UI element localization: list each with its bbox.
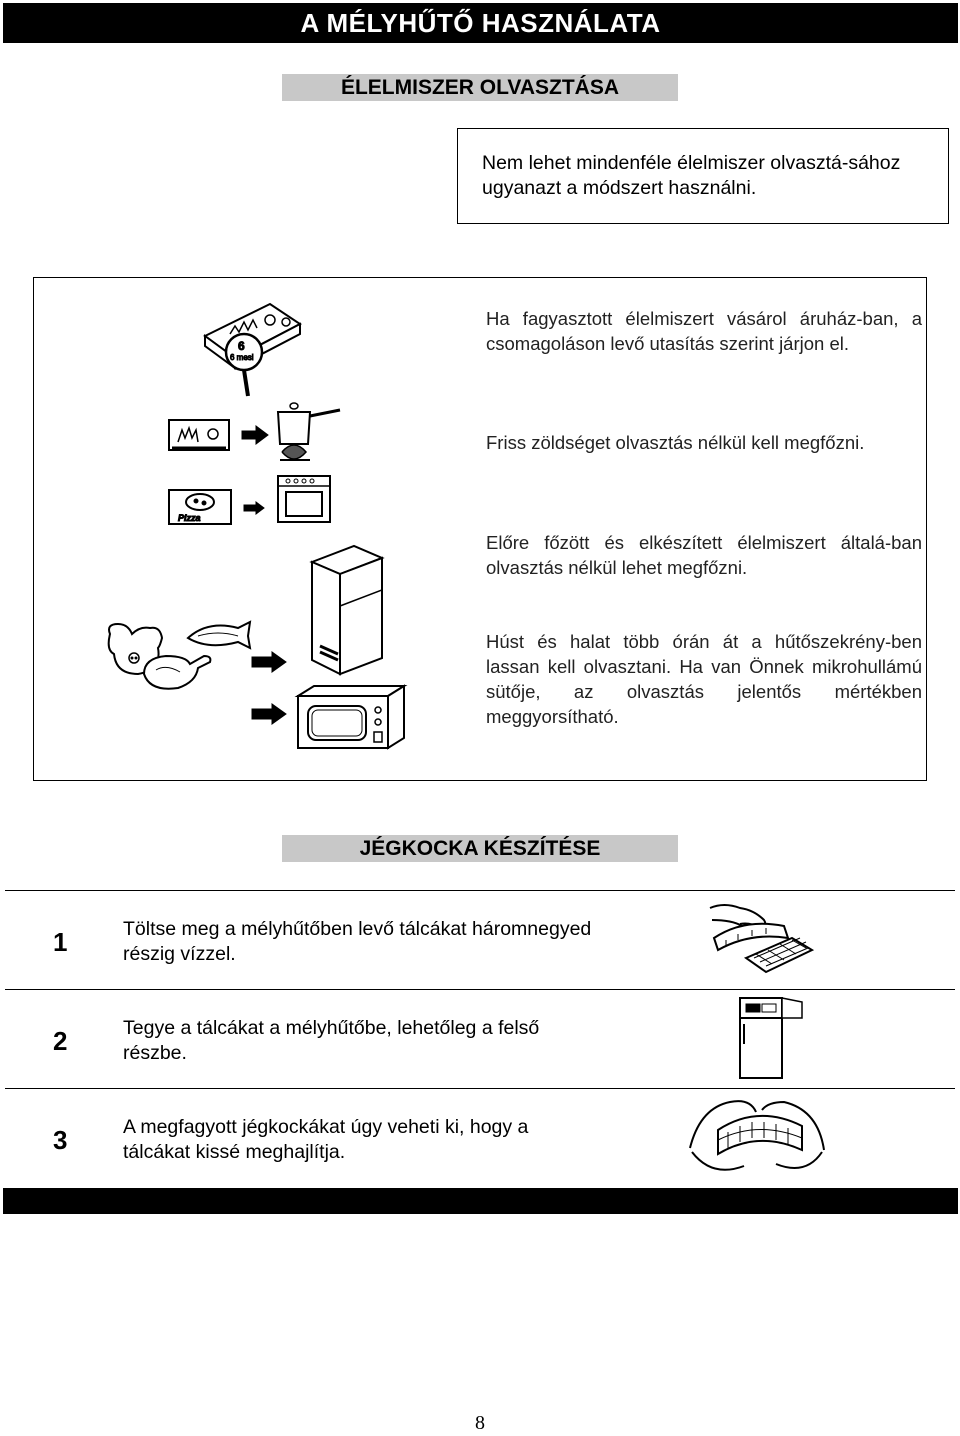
arrow-icon: [244, 502, 264, 514]
step-number: 1: [53, 927, 68, 957]
intro-text: Nem lehet mindenféle élelmiszer olvasztá-sához ugyanazt a módszert használni.: [482, 152, 901, 199]
svg-text:6: 6: [238, 339, 245, 353]
section-heading-thawing: ÉLELMISZER OLVASZTÁSA: [282, 74, 678, 101]
microwave-icon: [294, 684, 406, 750]
arrow-icon: [252, 704, 286, 724]
page-title: A MÉLYHŰTŐ HASZNÁLATA: [3, 3, 958, 43]
chicken-icon: [136, 646, 216, 692]
step-number: 3: [53, 1125, 68, 1155]
paragraph-precooked-food: Előre főzött és elkészített élelmiszert általá-ban olvasztás nélkül lehet megfőzni.: [486, 532, 922, 578]
refrigerator-icon: [304, 542, 386, 678]
step-number: 2: [53, 1026, 68, 1056]
section-heading-ice: JÉGKOCKA KÉSZÍTÉSE: [282, 835, 678, 862]
bend-tray-icon: [688, 1092, 828, 1182]
step-text: Tegye a tálcákat a mélyhűtőbe, lehetőleg a felső részbe.: [123, 1017, 540, 1064]
table-row: [5, 990, 955, 1089]
vegetable-package-icon: [168, 418, 234, 454]
fill-tray-icon: [706, 898, 816, 980]
pizza-package-icon: [168, 488, 236, 528]
freezer-icon: [732, 994, 804, 1080]
step-text: A megfagyott jégkockákat úgy veheti ki, hogy a tálcákat kissé meghajlítja.: [123, 1116, 529, 1163]
package-label: 6 mesi: [230, 353, 254, 362]
frozen-package-icon: [200, 296, 310, 406]
paragraph-meat-fish: Húst és halat több órán át a hűtőszekrény-ben lassan kell olvasztani. Ha van Önnek mikrohullámú sütője, az olvasztás jelentős mértékben meggyorsítható.: [486, 631, 922, 727]
intro-box: [457, 128, 949, 224]
oven-icon: [276, 474, 334, 526]
page-number: 8: [475, 1412, 485, 1434]
cooking-pot-icon: [270, 402, 346, 468]
paragraph-frozen-food: Ha fagyasztott élelmiszert vásárol áruház-ban, a csomagoláson levő utasítás szerint járjon el.: [486, 308, 922, 354]
paragraph-fresh-vegetables: Friss zöldséget olvasztás nélkül kell megfőzni.: [486, 432, 865, 453]
svg-text:Pizza: Pizza: [178, 513, 201, 523]
step-text: Töltse meg a mélyhűtőben levő tálcákat háromnegyed részig vízzel.: [123, 918, 592, 965]
arrow-icon: [252, 652, 286, 672]
arrow-icon: [242, 426, 268, 444]
bottom-bar: [3, 1188, 958, 1214]
